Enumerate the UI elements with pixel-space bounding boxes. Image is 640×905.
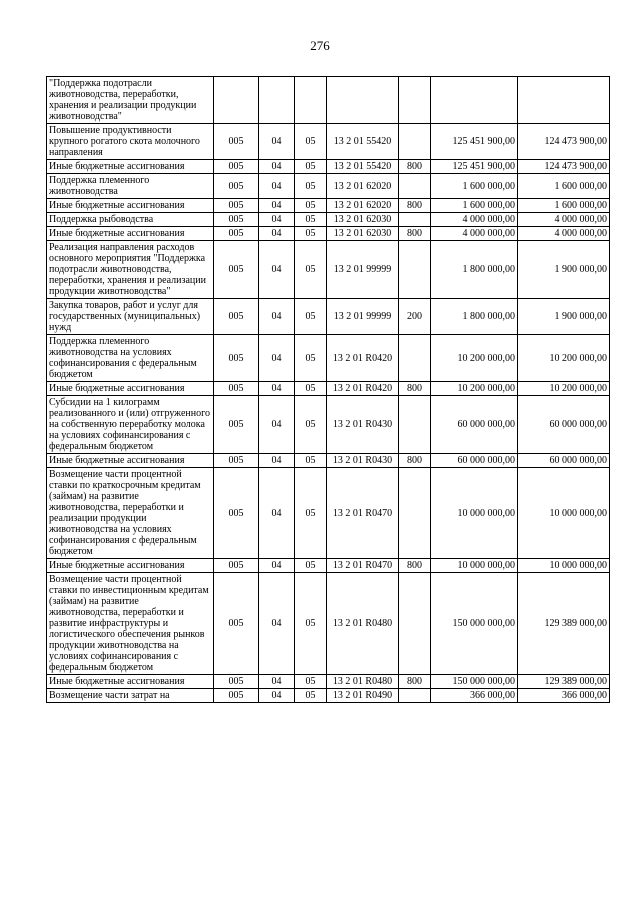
cell-section: 04 <box>259 299 295 335</box>
cell-target-article: 13 2 01 55420 <box>327 124 399 160</box>
cell-expense-type <box>399 689 431 703</box>
cell-name: Иные бюджетные ассигнования <box>47 160 214 174</box>
cell-name: Повышение продуктивности крупного рогатого скота молочного направления <box>47 124 214 160</box>
cell-expense-type <box>399 174 431 199</box>
cell-amount-year1: 150 000 000,00 <box>431 573 518 675</box>
cell-expense-type: 800 <box>399 199 431 213</box>
cell-section: 04 <box>259 160 295 174</box>
cell-section: 04 <box>259 675 295 689</box>
table-row <box>47 468 610 559</box>
cell-section: 04 <box>259 689 295 703</box>
cell-amount-year2: 4 000 000,00 <box>518 227 610 241</box>
cell-name: Реализация направления расходов основного мероприятия "Поддержка подотрасли животноводства, переработки, хранения и реализации продукции животноводства" <box>47 241 214 299</box>
cell-amount-year2: 1 600 000,00 <box>518 174 610 199</box>
cell-target-article: 13 2 01 62030 <box>327 227 399 241</box>
budget-table <box>46 76 610 703</box>
table-row <box>47 174 610 199</box>
cell-subsection: 05 <box>295 454 327 468</box>
table-row <box>47 675 610 689</box>
cell-target-article: 13 2 01 55420 <box>327 160 399 174</box>
table-row <box>47 199 610 213</box>
cell-grbs: 005 <box>214 174 259 199</box>
cell-amount-year1: 60 000 000,00 <box>431 396 518 454</box>
cell-grbs <box>214 77 259 124</box>
cell-amount-year2: 1 900 000,00 <box>518 299 610 335</box>
cell-expense-type <box>399 124 431 160</box>
cell-grbs: 005 <box>214 213 259 227</box>
cell-amount-year1: 10 000 000,00 <box>431 468 518 559</box>
cell-amount-year2: 10 000 000,00 <box>518 468 610 559</box>
cell-expense-type: 800 <box>399 675 431 689</box>
cell-target-article: 13 2 01 R0470 <box>327 468 399 559</box>
cell-amount-year2: 1 900 000,00 <box>518 241 610 299</box>
cell-target-article: 13 2 01 R0420 <box>327 335 399 382</box>
cell-section <box>259 77 295 124</box>
cell-grbs: 005 <box>214 160 259 174</box>
cell-amount-year1: 1 800 000,00 <box>431 299 518 335</box>
table-row <box>47 382 610 396</box>
cell-target-article: 13 2 01 R0430 <box>327 396 399 454</box>
cell-grbs: 005 <box>214 559 259 573</box>
cell-amount-year2: 124 473 900,00 <box>518 124 610 160</box>
cell-amount-year1: 1 600 000,00 <box>431 199 518 213</box>
cell-target-article: 13 2 01 R0470 <box>327 559 399 573</box>
cell-name: Иные бюджетные ассигнования <box>47 454 214 468</box>
cell-amount-year2: 129 389 000,00 <box>518 675 610 689</box>
cell-expense-type: 200 <box>399 299 431 335</box>
cell-expense-type <box>399 573 431 675</box>
cell-subsection: 05 <box>295 559 327 573</box>
cell-amount-year1: 4 000 000,00 <box>431 213 518 227</box>
cell-expense-type <box>399 468 431 559</box>
cell-grbs: 005 <box>214 573 259 675</box>
cell-name: Поддержка племенного животноводства <box>47 174 214 199</box>
page-number: 276 <box>310 38 330 53</box>
cell-subsection: 05 <box>295 335 327 382</box>
cell-subsection: 05 <box>295 689 327 703</box>
cell-subsection <box>295 77 327 124</box>
table-row <box>47 335 610 382</box>
table-row <box>47 559 610 573</box>
cell-name: Иные бюджетные ассигнования <box>47 227 214 241</box>
cell-target-article: 13 2 01 R0490 <box>327 689 399 703</box>
cell-name: Возмещение части процентной ставки по инвестиционным кредитам (займам) на развитие животноводства, переработки и развитие инфраструктуры и логистического обеспечения рынков продукции животноводства на условиях софинансирования с федеральным бюджетом <box>47 573 214 675</box>
cell-amount-year1: 150 000 000,00 <box>431 675 518 689</box>
table-row <box>47 454 610 468</box>
cell-amount-year1: 10 000 000,00 <box>431 559 518 573</box>
cell-amount-year1: 125 451 900,00 <box>431 124 518 160</box>
cell-amount-year2: 4 000 000,00 <box>518 213 610 227</box>
cell-section: 04 <box>259 335 295 382</box>
cell-subsection: 05 <box>295 573 327 675</box>
cell-name: Возмещение части затрат на <box>47 689 214 703</box>
cell-expense-type: 800 <box>399 454 431 468</box>
cell-expense-type <box>399 213 431 227</box>
cell-amount-year2 <box>518 77 610 124</box>
cell-grbs: 005 <box>214 299 259 335</box>
table-row <box>47 160 610 174</box>
cell-subsection: 05 <box>295 299 327 335</box>
cell-expense-type: 800 <box>399 382 431 396</box>
table-body <box>47 77 610 703</box>
cell-section: 04 <box>259 213 295 227</box>
cell-amount-year1: 125 451 900,00 <box>431 160 518 174</box>
cell-grbs: 005 <box>214 124 259 160</box>
table-row <box>47 213 610 227</box>
cell-amount-year2: 60 000 000,00 <box>518 396 610 454</box>
table-row <box>47 299 610 335</box>
cell-subsection: 05 <box>295 199 327 213</box>
cell-amount-year1: 60 000 000,00 <box>431 454 518 468</box>
cell-name: Иные бюджетные ассигнования <box>47 675 214 689</box>
cell-target-article: 13 2 01 62030 <box>327 213 399 227</box>
cell-name: Поддержка рыбоводства <box>47 213 214 227</box>
cell-section: 04 <box>259 468 295 559</box>
cell-target-article: 13 2 01 62020 <box>327 174 399 199</box>
cell-section: 04 <box>259 124 295 160</box>
cell-grbs: 005 <box>214 689 259 703</box>
cell-name: Закупка товаров, работ и услуг для государственных (муниципальных) нужд <box>47 299 214 335</box>
table-row <box>47 241 610 299</box>
cell-section: 04 <box>259 199 295 213</box>
cell-amount-year2: 366 000,00 <box>518 689 610 703</box>
cell-section: 04 <box>259 454 295 468</box>
table-row <box>47 77 610 124</box>
cell-expense-type <box>399 335 431 382</box>
cell-expense-type <box>399 77 431 124</box>
cell-amount-year2: 1 600 000,00 <box>518 199 610 213</box>
cell-section: 04 <box>259 396 295 454</box>
table-row <box>47 124 610 160</box>
cell-amount-year2: 124 473 900,00 <box>518 160 610 174</box>
cell-section: 04 <box>259 382 295 396</box>
cell-grbs: 005 <box>214 396 259 454</box>
cell-name: Иные бюджетные ассигнования <box>47 382 214 396</box>
cell-target-article: 13 2 01 R0430 <box>327 454 399 468</box>
cell-grbs: 005 <box>214 227 259 241</box>
cell-target-article: 13 2 01 R0420 <box>327 382 399 396</box>
cell-section: 04 <box>259 227 295 241</box>
cell-amount-year1 <box>431 77 518 124</box>
cell-name: Субсидии на 1 килограмм реализованного и (или) отгруженного на собственную переработку молока на условиях софинансирования с федеральным бюджетом <box>47 396 214 454</box>
table-row <box>47 227 610 241</box>
cell-amount-year2: 129 389 000,00 <box>518 573 610 675</box>
cell-amount-year2: 60 000 000,00 <box>518 454 610 468</box>
cell-section: 04 <box>259 573 295 675</box>
cell-subsection: 05 <box>295 227 327 241</box>
cell-expense-type: 800 <box>399 227 431 241</box>
cell-name: Иные бюджетные ассигнования <box>47 199 214 213</box>
cell-amount-year2: 10 200 000,00 <box>518 335 610 382</box>
cell-target-article <box>327 77 399 124</box>
cell-target-article: 13 2 01 R0480 <box>327 675 399 689</box>
cell-subsection: 05 <box>295 396 327 454</box>
cell-subsection: 05 <box>295 124 327 160</box>
cell-grbs: 005 <box>214 454 259 468</box>
cell-grbs: 005 <box>214 241 259 299</box>
table-row <box>47 573 610 675</box>
cell-grbs: 005 <box>214 199 259 213</box>
cell-subsection: 05 <box>295 174 327 199</box>
cell-subsection: 05 <box>295 675 327 689</box>
cell-grbs: 005 <box>214 468 259 559</box>
cell-name: Иные бюджетные ассигнования <box>47 559 214 573</box>
cell-amount-year1: 4 000 000,00 <box>431 227 518 241</box>
cell-amount-year1: 10 200 000,00 <box>431 382 518 396</box>
cell-subsection: 05 <box>295 160 327 174</box>
cell-amount-year2: 10 000 000,00 <box>518 559 610 573</box>
cell-subsection: 05 <box>295 241 327 299</box>
cell-target-article: 13 2 01 62020 <box>327 199 399 213</box>
cell-grbs: 005 <box>214 382 259 396</box>
cell-expense-type <box>399 241 431 299</box>
cell-section: 04 <box>259 174 295 199</box>
cell-target-article: 13 2 01 R0480 <box>327 573 399 675</box>
cell-amount-year1: 10 200 000,00 <box>431 335 518 382</box>
cell-expense-type <box>399 396 431 454</box>
cell-grbs: 005 <box>214 675 259 689</box>
cell-target-article: 13 2 01 99999 <box>327 241 399 299</box>
cell-target-article: 13 2 01 99999 <box>327 299 399 335</box>
cell-amount-year1: 1 600 000,00 <box>431 174 518 199</box>
cell-expense-type: 800 <box>399 160 431 174</box>
cell-name: Возмещение части процентной ставки по краткосрочным кредитам (займам) на развитие животноводства, переработки и реализации продукции животноводства на условиях софинансирования с федеральным бюджетом <box>47 468 214 559</box>
cell-subsection: 05 <box>295 382 327 396</box>
cell-section: 04 <box>259 559 295 573</box>
cell-name: Поддержка племенного животноводства на условиях софинансирования с федеральным бюджетом <box>47 335 214 382</box>
cell-amount-year1: 1 800 000,00 <box>431 241 518 299</box>
cell-expense-type: 800 <box>399 559 431 573</box>
cell-section: 04 <box>259 241 295 299</box>
cell-amount-year2: 10 200 000,00 <box>518 382 610 396</box>
cell-subsection: 05 <box>295 213 327 227</box>
cell-name: "Поддержка подотрасли животноводства, переработки, хранения и реализации продукции животноводства" <box>47 77 214 124</box>
cell-grbs: 005 <box>214 335 259 382</box>
table-row <box>47 689 610 703</box>
cell-subsection: 05 <box>295 468 327 559</box>
table-row <box>47 396 610 454</box>
cell-amount-year1: 366 000,00 <box>431 689 518 703</box>
